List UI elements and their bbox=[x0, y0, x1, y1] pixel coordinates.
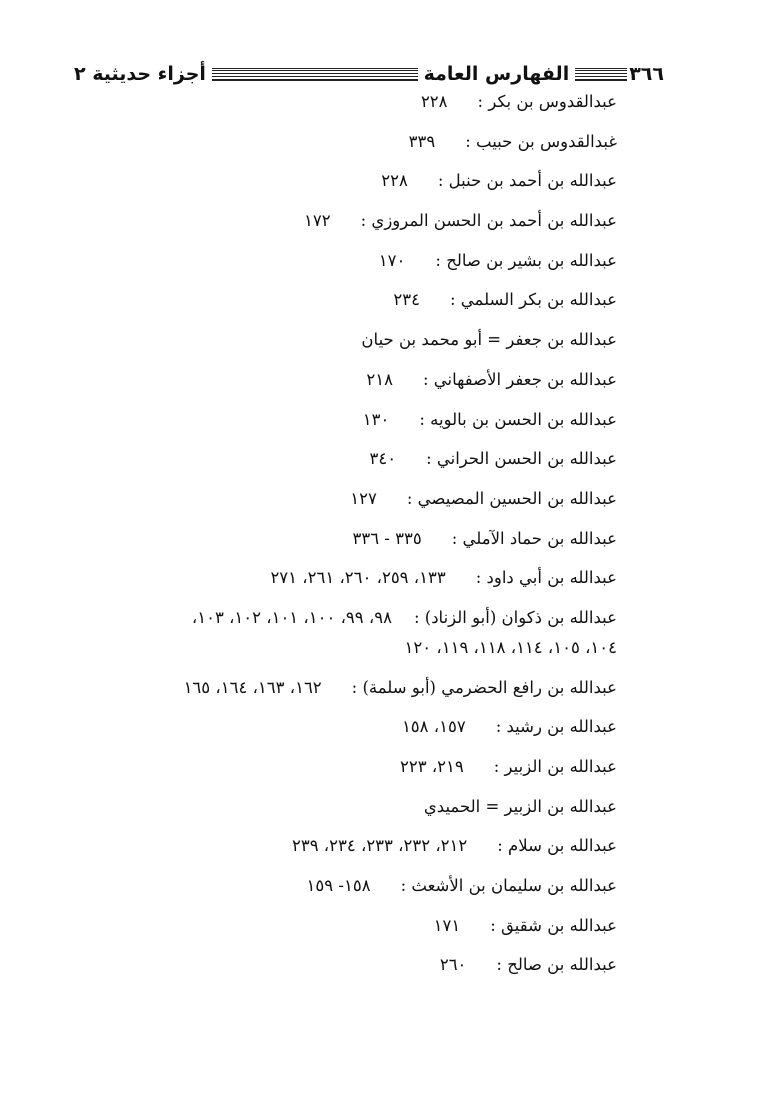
index-entry bbox=[97, 757, 617, 777]
index-entry bbox=[97, 251, 617, 271]
index-entry bbox=[97, 797, 617, 817]
entry-pages: ٣٣٥ - ٣٣٦ bbox=[352, 528, 422, 548]
entry-pages: ١٢٧ bbox=[350, 488, 377, 508]
entry-name: عبدالله بن أحمد بن الحسن المروزي : bbox=[360, 211, 617, 231]
index-entry bbox=[97, 678, 617, 698]
entry-pages: ١٦٢، ١٦٣، ١٦٤، ١٦٥ bbox=[183, 677, 322, 697]
entry-pages: ٢٣٤ bbox=[393, 290, 420, 310]
entry-name: عبدالله بن أحمد بن حنبل : bbox=[437, 171, 617, 191]
entry-name: عبدالله بن أبي داود : bbox=[475, 568, 617, 588]
book-title: أجزاء حديثية ٢ bbox=[74, 63, 206, 85]
index-entry bbox=[97, 717, 617, 737]
entry-pages: ١٥٧، ١٥٨ bbox=[401, 717, 466, 737]
entry-name: عبدالله بن صالح : bbox=[496, 955, 617, 975]
running-header bbox=[74, 60, 664, 88]
entry-pages: ٢٢٨ bbox=[381, 171, 408, 191]
entry-name: عبدالله بن الحسن بن بالويه : bbox=[419, 409, 617, 429]
entry-name: عبدالله بن الحسن الحراني : bbox=[426, 449, 617, 469]
entry-name: غبدالقدوس بن حبيب : bbox=[465, 131, 617, 151]
entry-name: عبدالله بن رشيد : bbox=[495, 717, 617, 737]
entry-name: عبدالله بن بكر السلمي : bbox=[450, 290, 617, 310]
index-entry bbox=[97, 449, 617, 469]
entry-name: عبدالله بن ذكوان (أبو الزناد) : bbox=[413, 607, 617, 627]
index-entry bbox=[97, 171, 617, 191]
entry-name: عبدالله بن سلام : bbox=[497, 836, 617, 856]
entry-pages: ١٥٨- ١٥٩ bbox=[306, 876, 371, 896]
entry-name: عبدالله بن سليمان بن الأشعث : bbox=[400, 876, 617, 896]
index-entries bbox=[97, 92, 617, 995]
entry-pages: ٢١٩، ٢٢٣ bbox=[399, 757, 464, 776]
entry-name: عبدالله بن رافع الحضرمي (أبو سلمة) : bbox=[351, 677, 617, 697]
index-entry bbox=[97, 92, 617, 112]
entry-pages: ١٧٢ bbox=[304, 211, 331, 231]
header-rule-left bbox=[212, 68, 418, 81]
entry-name: عبدالله بن الحسين المصيصي : bbox=[406, 488, 617, 508]
entry-pages: ١٣٣، ٢٥٩، ٢٦٠، ٢٦١، ٢٧١ bbox=[270, 568, 446, 588]
index-entry bbox=[97, 370, 617, 390]
index-entry bbox=[97, 489, 617, 509]
entry-name: عبدالله بن جعفر = أبو محمد بن حيان bbox=[361, 330, 617, 350]
entry-pages: ٩٨، ٩٩، ١٠٠، ١٠١، ١٠٢، ١٠٣، bbox=[191, 607, 392, 627]
index-entry bbox=[97, 876, 617, 896]
section-title: الفهارس العامة bbox=[423, 63, 570, 85]
entry-name: عبدالله بن شقيق : bbox=[490, 915, 617, 935]
entry-pages: ٢١٨ bbox=[366, 369, 393, 389]
index-entry bbox=[97, 290, 617, 310]
entry-pages: ٢٢٨ bbox=[420, 92, 448, 111]
index-entry bbox=[97, 836, 617, 856]
entry-name: عبدالله بن الزبير : bbox=[493, 757, 617, 776]
entry-pages: ٢١٢، ٢٣٢، ٢٣٣، ٢٣٤، ٢٣٩ bbox=[291, 836, 468, 856]
entry-name: عبدالله بن حماد الآملي : bbox=[451, 528, 617, 548]
entry-pages: ١٣٠ bbox=[362, 409, 390, 429]
index-entry bbox=[97, 955, 617, 975]
entry-name: عبدالله بن الزبير = الحميدي bbox=[423, 796, 617, 816]
entry-pages: ١٧١ bbox=[433, 915, 461, 935]
index-entry bbox=[97, 410, 617, 430]
entry-pages: ١٧٠ bbox=[378, 250, 406, 270]
entry-name: عبدالله بن جعفر الأصفهاني : bbox=[422, 369, 617, 389]
entry-pages: ٣٤٠ bbox=[369, 449, 397, 469]
index-entry bbox=[97, 211, 617, 231]
entry-name: عبدالله بن بشير بن صالح : bbox=[435, 250, 617, 270]
header-rule-right bbox=[575, 68, 627, 81]
index-entry bbox=[97, 916, 617, 936]
entry-pages-continued: ١٠٤، ١٠٥، ١١٤، ١١٨، ١١٩، ١٢٠ bbox=[404, 637, 617, 657]
index-entry bbox=[97, 529, 617, 549]
entry-pages: ٢٦٠ bbox=[439, 955, 467, 975]
index-entry bbox=[97, 132, 617, 152]
index-entry bbox=[97, 568, 617, 588]
page-number: ٣٦٦ bbox=[629, 63, 664, 85]
index-entry bbox=[97, 608, 617, 658]
index-entry bbox=[97, 330, 617, 350]
entry-pages: ٣٣٩ bbox=[408, 131, 436, 151]
entry-name: عبدالقدوس بن بكر : bbox=[477, 92, 617, 111]
